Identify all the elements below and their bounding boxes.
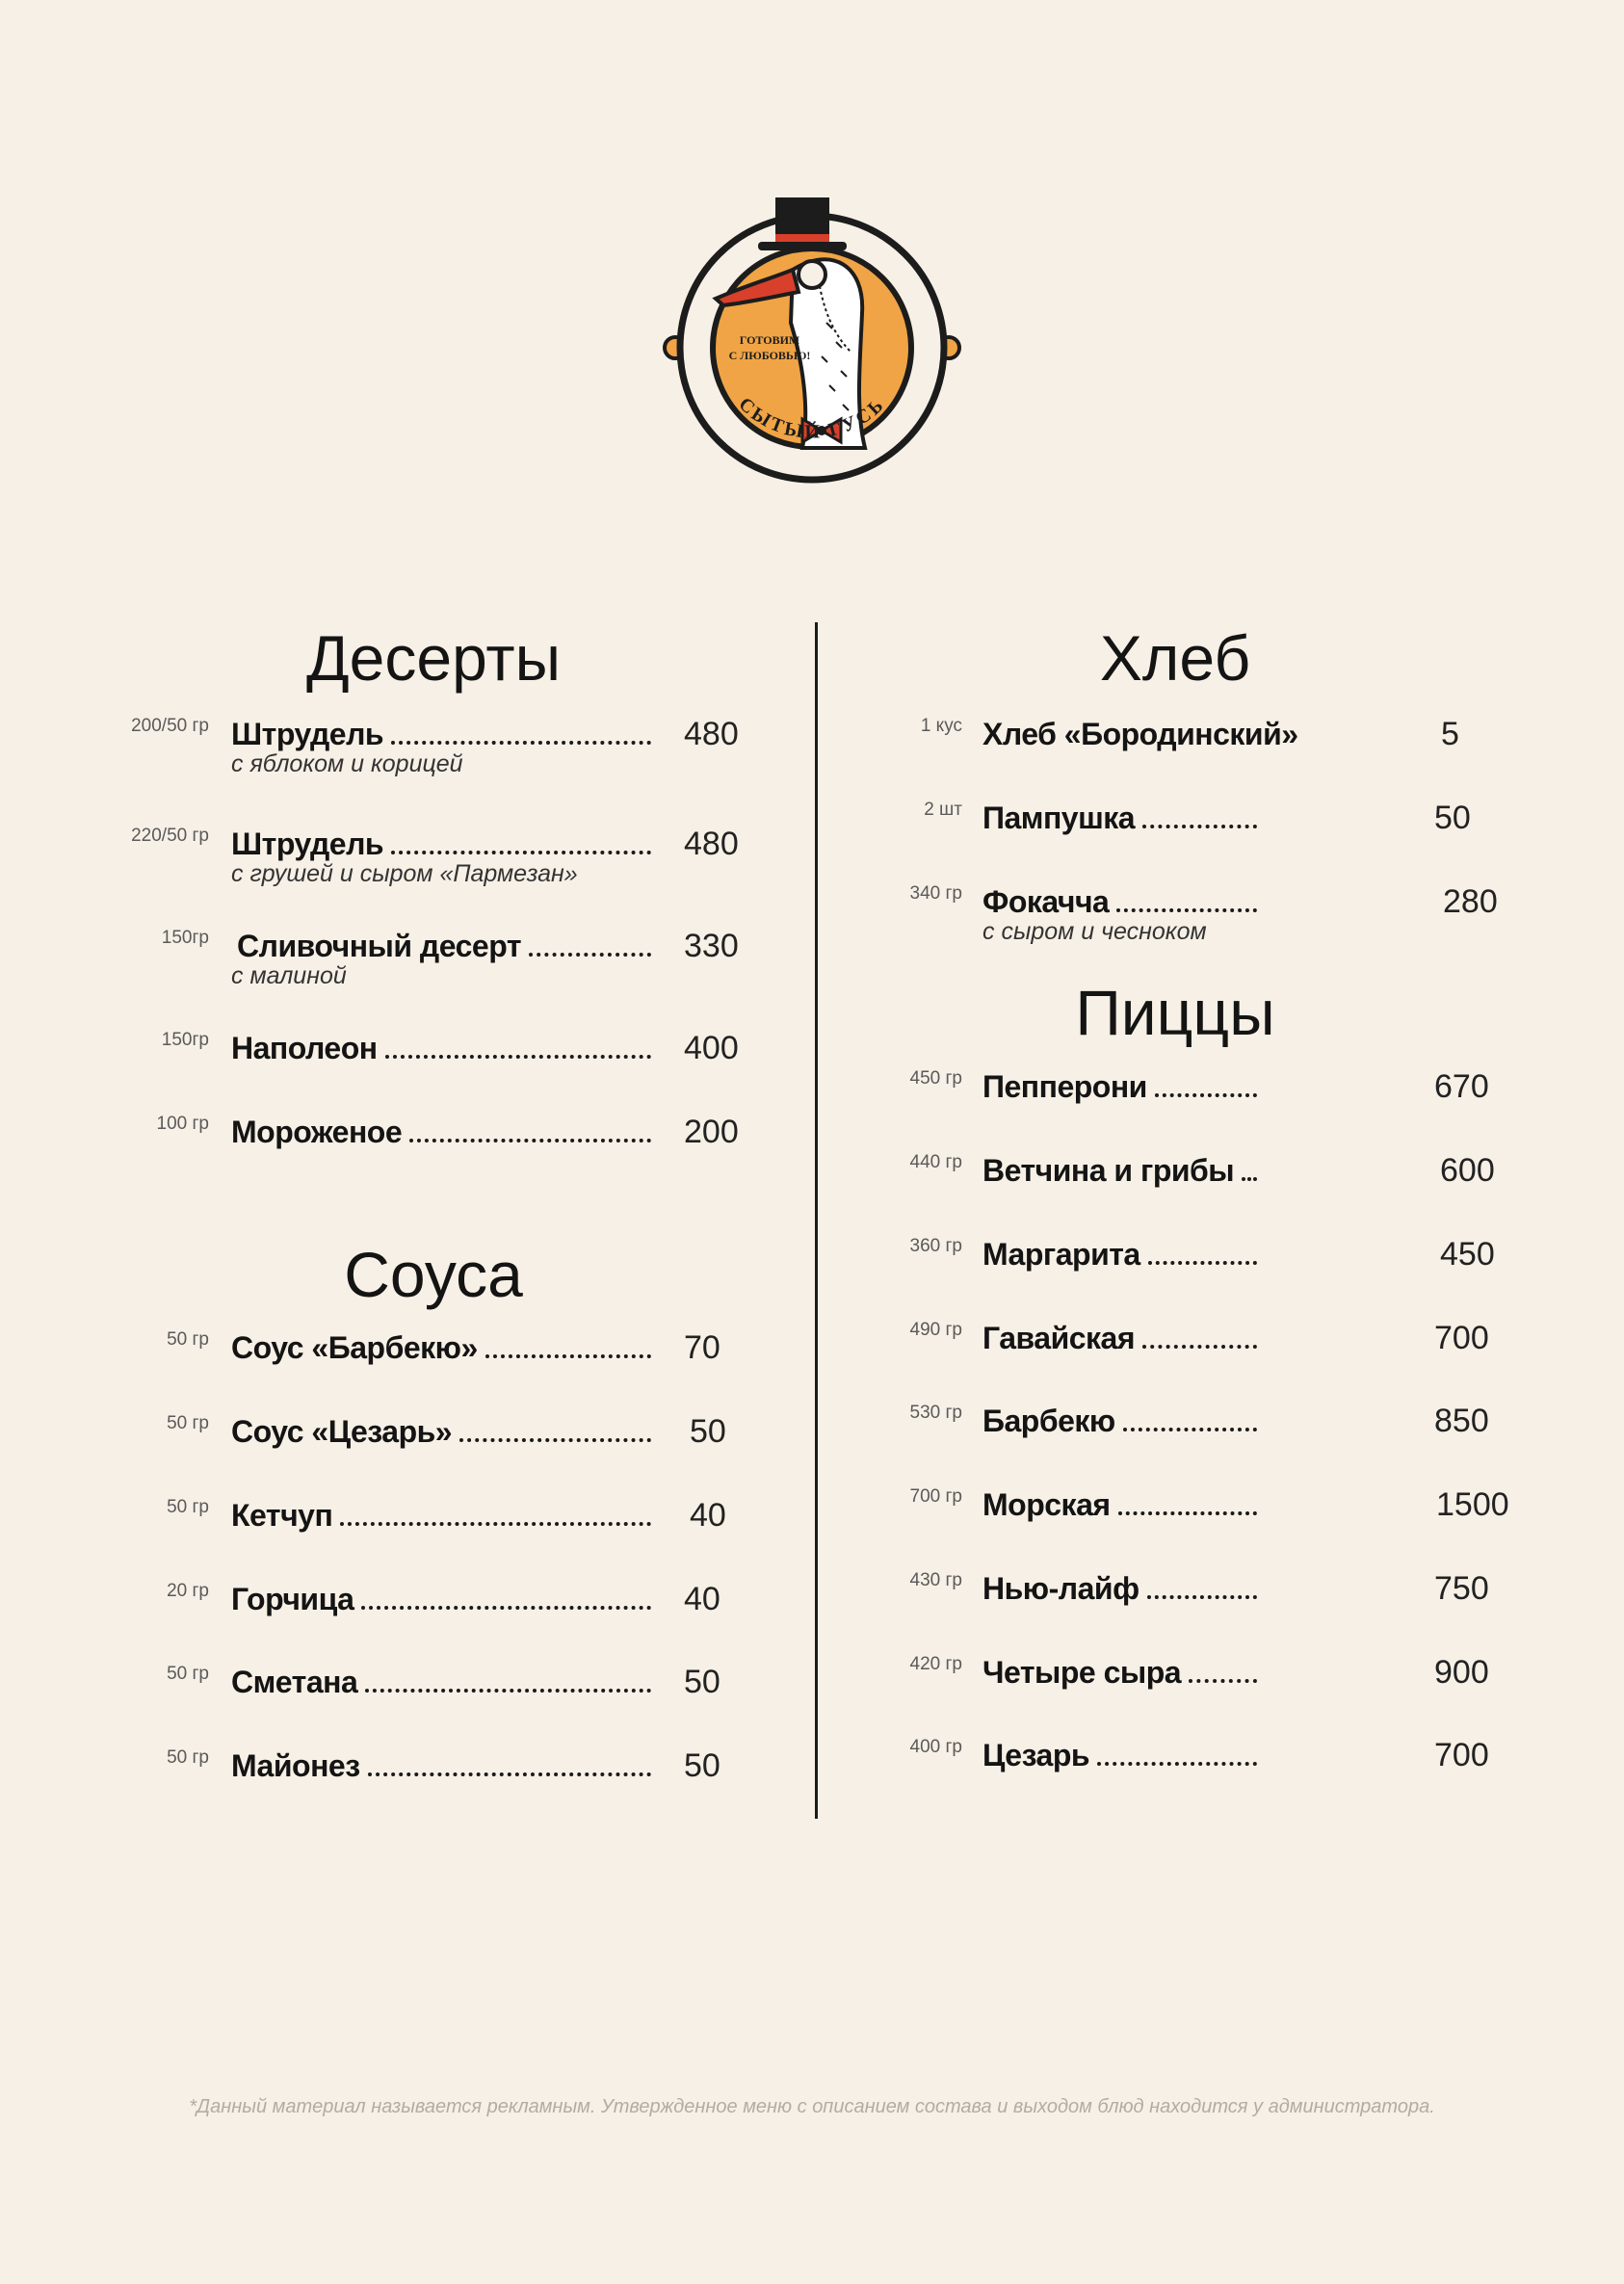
restaurant-logo [658, 178, 966, 486]
item-name-row [231, 1495, 651, 1534]
item-name: Штрудель [231, 717, 384, 751]
item-weight: 220/50 гр [131, 826, 209, 846]
item-weight: 450 гр [909, 1068, 962, 1089]
menu-item [818, 1568, 1624, 1645]
item-weight: 200/50 гр [131, 716, 209, 736]
item-name-row [231, 1662, 651, 1700]
menu-item [0, 824, 815, 901]
item-price: 480 [684, 826, 739, 862]
dot-leader [391, 741, 651, 745]
item-price: 330 [684, 928, 739, 964]
item-price: 70 [684, 1329, 720, 1366]
dot-leader [1142, 825, 1257, 828]
dot-leader [459, 1438, 651, 1442]
item-weight: 700 гр [909, 1486, 962, 1507]
item-name-row [231, 1327, 651, 1366]
dot-leader [1123, 1428, 1257, 1431]
item-name: Четыре сыра [982, 1655, 1182, 1690]
item-name-row [982, 714, 1298, 752]
item-name-row [982, 1066, 1257, 1105]
dot-leader [1242, 1177, 1257, 1181]
menu-item [0, 1411, 815, 1488]
item-description: с яблоком и корицей [231, 750, 463, 777]
item-name-row [231, 1746, 651, 1784]
item-weight: 430 гр [909, 1570, 962, 1590]
menu-item [0, 1112, 815, 1189]
item-name: Сметана [231, 1665, 358, 1699]
item-price: 50 [1434, 800, 1471, 836]
dot-leader [1189, 1679, 1257, 1683]
item-weight: 20 гр [167, 1581, 209, 1601]
menu-item [818, 1735, 1624, 1812]
item-weight: 440 гр [909, 1152, 962, 1172]
item-price: 400 [684, 1030, 739, 1066]
dot-leader [485, 1354, 651, 1358]
dot-leader [1147, 1595, 1257, 1599]
item-price: 850 [1434, 1403, 1489, 1439]
pizzas-title: Пиццы [1075, 977, 1275, 1048]
menu-item [0, 1327, 815, 1405]
item-name-row [237, 926, 651, 964]
item-description: с грушей и сыром «Пармезан» [231, 860, 578, 887]
item-price: 50 [684, 1664, 720, 1700]
item-price: 50 [684, 1747, 720, 1784]
item-name: Маргарита [982, 1237, 1140, 1272]
top-hat-brim [758, 242, 847, 250]
item-weight: 1 кус [920, 716, 962, 736]
item-name: Сливочный десерт [237, 929, 521, 963]
sauces-title: Соуса [344, 1239, 523, 1310]
item-name: Мороженое [231, 1115, 403, 1149]
dot-leader [365, 1689, 651, 1693]
item-name: Барбекю [982, 1404, 1115, 1438]
item-price: 750 [1434, 1570, 1489, 1607]
logo-ring-text: СЫТЫЙ ГУСЬ [734, 393, 890, 443]
menu-item [818, 1066, 1624, 1143]
item-weight: 530 гр [909, 1403, 962, 1423]
item-name: Пепперони [982, 1069, 1147, 1104]
item-price: 450 [1440, 1236, 1495, 1273]
dot-leader [391, 851, 651, 854]
bread-title: Хлеб [1099, 622, 1251, 694]
item-name: Нью-лайф [982, 1571, 1139, 1606]
item-name: Наполеон [231, 1031, 378, 1065]
item-weight: 50 гр [167, 1497, 209, 1517]
item-name: Пампушка [982, 801, 1136, 835]
logo-slogan-line-2: С ЛЮБОВЬЮ! [728, 349, 811, 362]
item-price: 700 [1434, 1737, 1489, 1773]
dot-leader [1142, 1345, 1257, 1349]
item-name: Горчица [231, 1582, 354, 1616]
item-name-row [982, 1318, 1257, 1356]
item-name-row [982, 881, 1257, 920]
item-weight: 100 гр [156, 1114, 209, 1134]
dot-leader [1116, 908, 1257, 912]
item-name: Майонез [231, 1748, 360, 1783]
dot-leader [1118, 1511, 1257, 1515]
item-name-row [231, 1411, 651, 1450]
menu-item [0, 1579, 815, 1656]
item-price: 40 [690, 1497, 726, 1534]
item-price: 1500 [1436, 1486, 1509, 1523]
monocle-icon [799, 261, 825, 288]
item-name-row [982, 1234, 1257, 1273]
menu-item [0, 1028, 815, 1105]
item-weight: 360 гр [909, 1236, 962, 1256]
item-name-row [982, 1568, 1257, 1607]
menu-item [0, 1746, 815, 1823]
item-weight: 50 гр [167, 1413, 209, 1433]
item-price: 280 [1443, 883, 1498, 920]
menu-item [0, 1495, 815, 1572]
item-name-row [231, 1579, 651, 1617]
menu-item [818, 1401, 1624, 1478]
item-price: 900 [1434, 1654, 1489, 1691]
item-name: Хлеб «Бородинский» [982, 717, 1298, 751]
item-weight: 150гр [161, 1030, 209, 1050]
item-name: Фокачча [982, 884, 1110, 919]
item-name: Соус «Барбекю» [231, 1330, 478, 1365]
item-name-row [982, 1484, 1257, 1523]
desserts-title: Десерты [305, 622, 562, 694]
item-description: с сыром и чесноком [982, 918, 1207, 945]
dot-leader [385, 1055, 651, 1059]
item-price: 40 [684, 1581, 720, 1617]
menu-item [818, 1318, 1624, 1395]
menu-item [818, 798, 1624, 875]
item-weight: 50 гр [167, 1329, 209, 1350]
menu-item [818, 714, 1624, 791]
dot-leader [340, 1522, 651, 1526]
dot-leader [361, 1606, 651, 1610]
dot-leader [1097, 1762, 1257, 1766]
menu-item [818, 881, 1624, 958]
item-weight: 150гр [161, 928, 209, 948]
item-price: 5 [1441, 716, 1459, 752]
item-name: Морская [982, 1487, 1111, 1522]
menu-item [818, 1150, 1624, 1227]
menu-item [0, 1662, 815, 1739]
item-name: Соус «Цезарь» [231, 1414, 453, 1449]
menu-item [818, 1652, 1624, 1729]
item-name: Цезарь [982, 1738, 1090, 1772]
item-weight: 50 гр [167, 1664, 209, 1684]
menu-item [818, 1484, 1624, 1562]
item-name-row [982, 1401, 1257, 1439]
dot-leader [368, 1772, 651, 1776]
item-name-row [231, 714, 651, 752]
item-name: Штрудель [231, 827, 384, 861]
item-name-row [982, 1150, 1257, 1189]
item-price: 600 [1440, 1152, 1495, 1189]
dot-leader [1148, 1261, 1257, 1265]
item-name: Гавайская [982, 1321, 1136, 1355]
item-name-row [231, 824, 651, 862]
item-price: 200 [684, 1114, 739, 1150]
item-name: Ветчина и грибы [982, 1153, 1235, 1188]
item-weight: 340 гр [909, 883, 962, 904]
item-name-row [982, 798, 1257, 836]
item-name-row [982, 1735, 1257, 1773]
item-weight: 490 гр [909, 1320, 962, 1340]
item-price: 480 [684, 716, 739, 752]
item-weight: 420 гр [909, 1654, 962, 1674]
footnote: *Данный материал называется рекламным. Утвержденное меню с описанием состава и выходом блюд находится у администратора. [189, 2096, 1435, 2117]
item-name-row [982, 1652, 1257, 1691]
item-weight: 400 гр [909, 1737, 962, 1757]
dot-leader [1155, 1093, 1257, 1097]
dot-leader [529, 953, 651, 957]
item-description: с малиной [231, 962, 347, 989]
item-weight: 2 шт [924, 800, 962, 820]
item-price: 50 [690, 1413, 726, 1450]
menu-item [0, 926, 815, 1003]
menu-item [818, 1234, 1624, 1311]
menu-item [0, 714, 815, 791]
item-name-row [231, 1028, 651, 1066]
item-name: Кетчуп [231, 1498, 333, 1533]
item-weight: 50 гр [167, 1747, 209, 1768]
dot-leader [409, 1139, 651, 1142]
logo-slogan-line-1: ГОТОВИМ [739, 333, 800, 347]
item-price: 670 [1434, 1068, 1489, 1105]
item-price: 700 [1434, 1320, 1489, 1356]
item-name-row [231, 1112, 651, 1150]
